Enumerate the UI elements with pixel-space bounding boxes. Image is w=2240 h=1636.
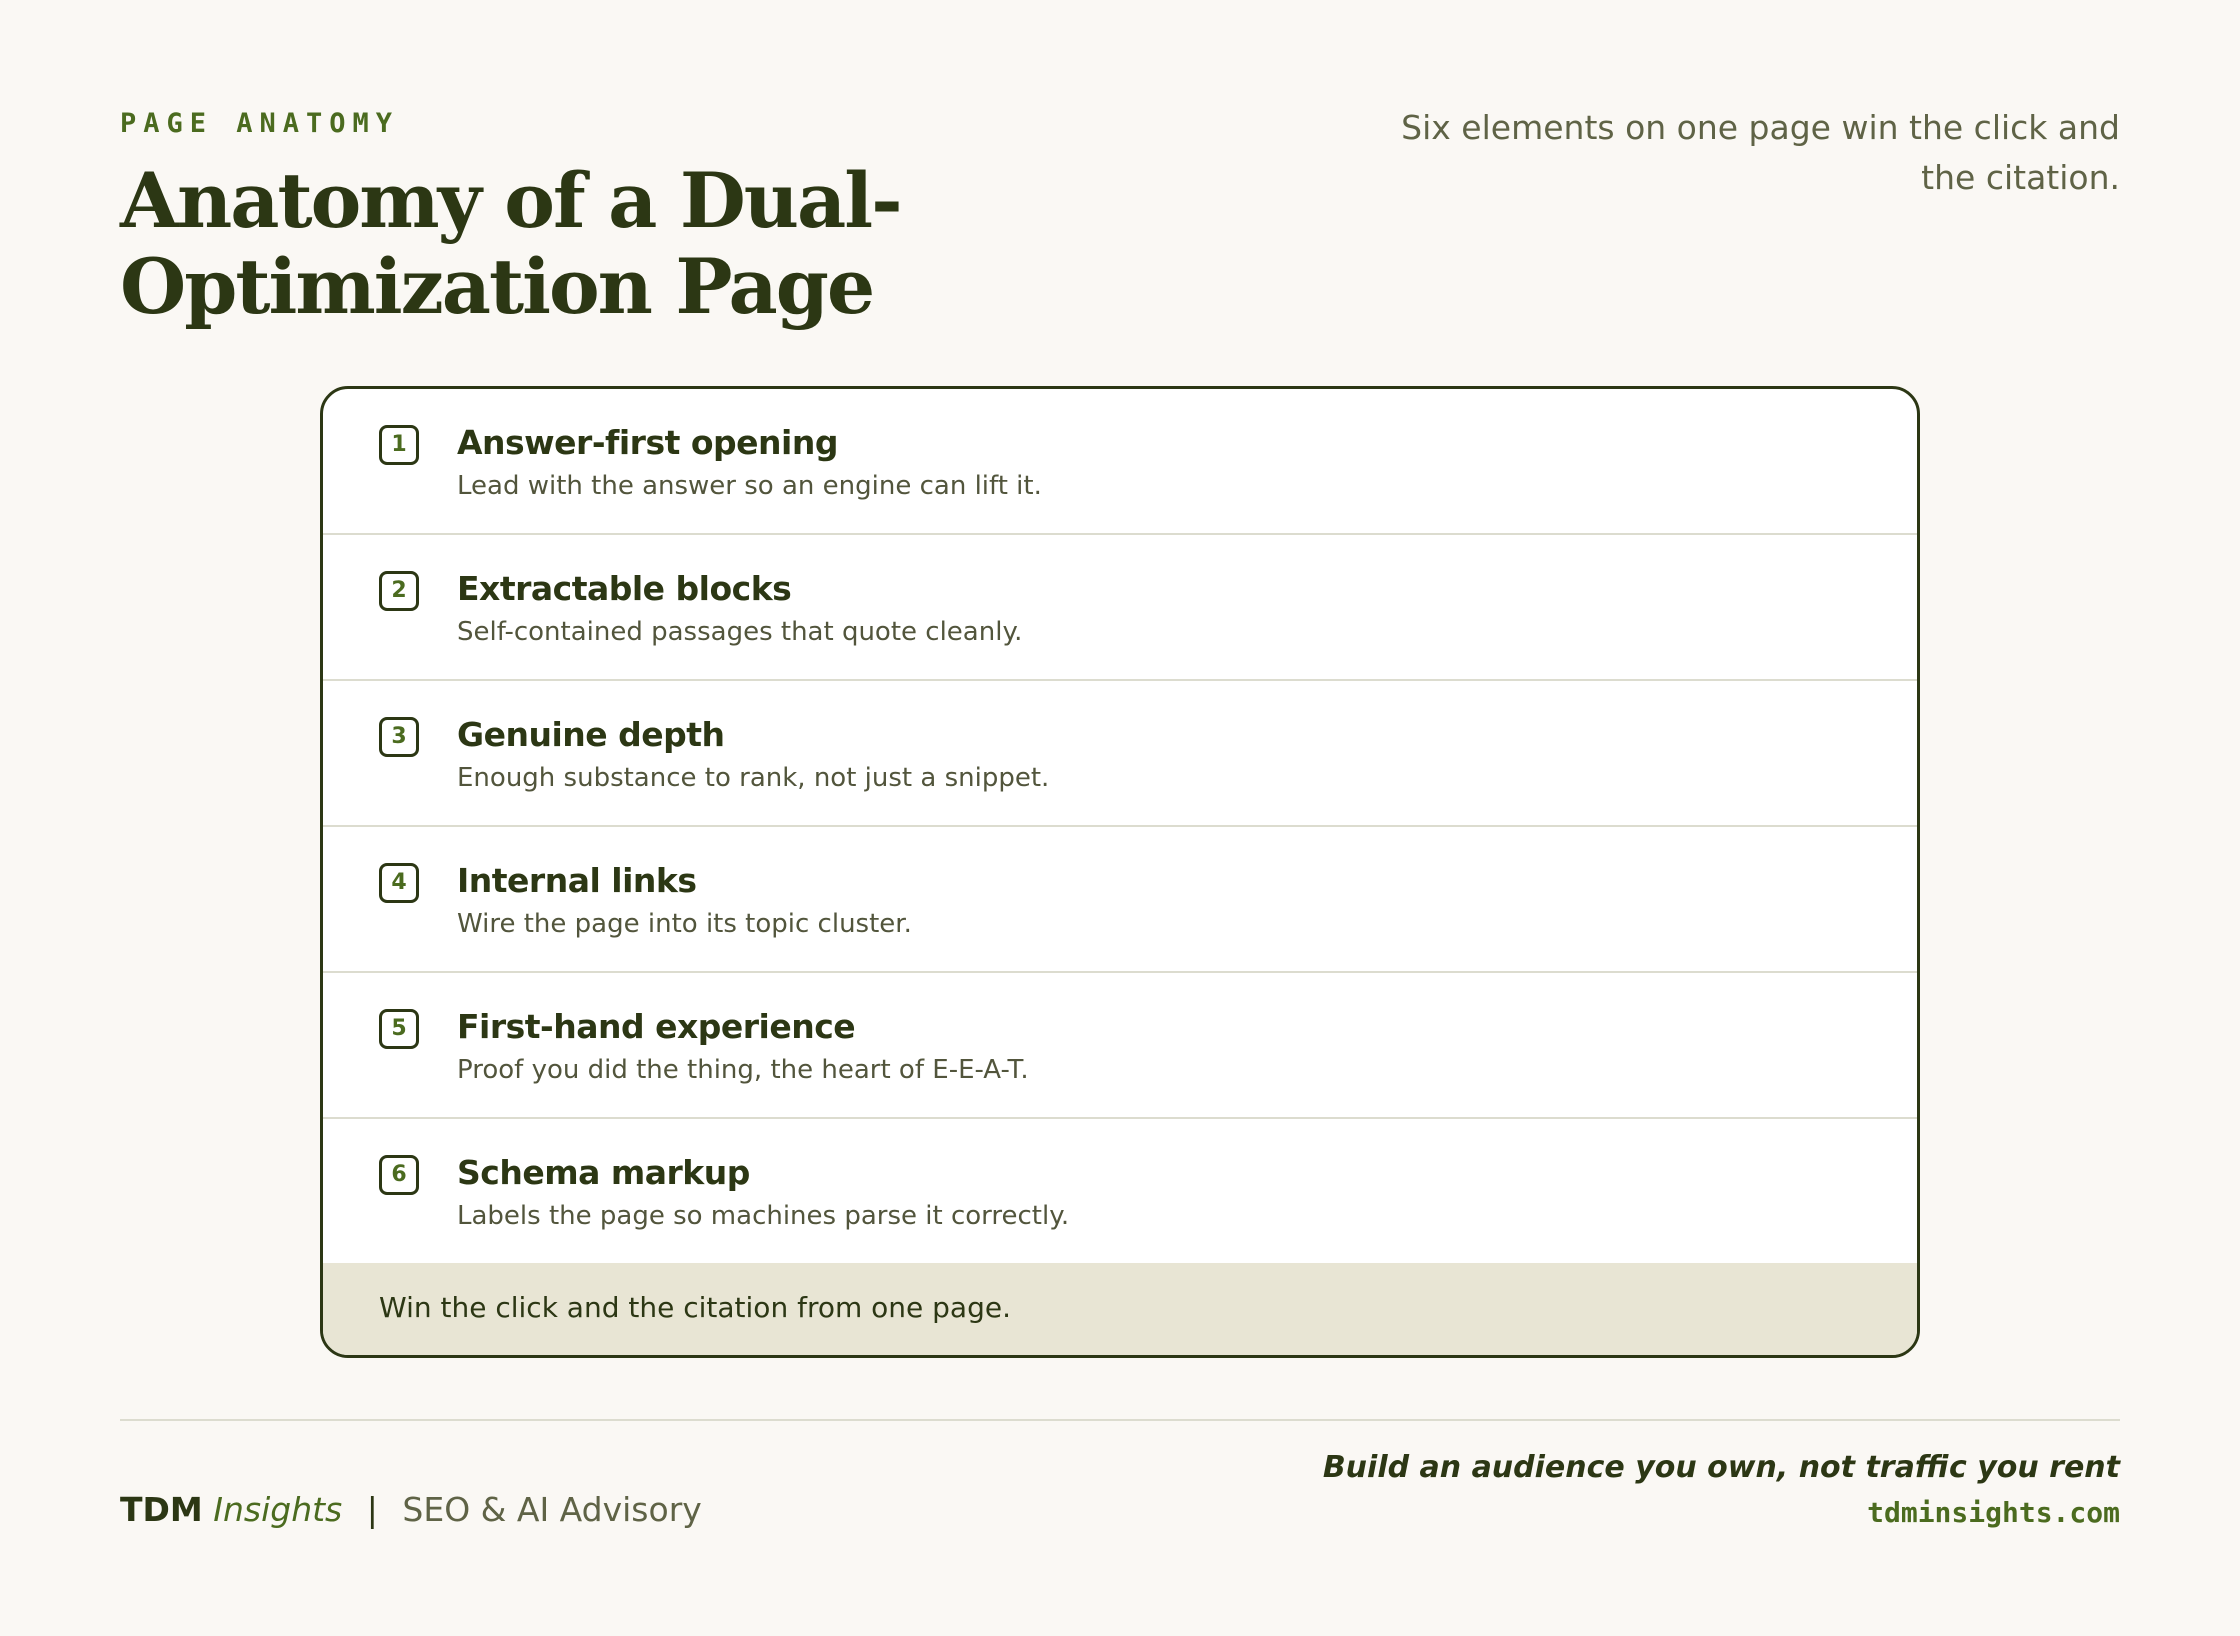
item-title: Genuine depth	[457, 715, 725, 754]
brand-name-accent: Insights	[213, 1490, 343, 1529]
item-title: Internal links	[457, 861, 697, 900]
item-description: Self-contained passages that quote cleanly.	[457, 617, 1023, 647]
footer-url[interactable]: tdminsights.com	[1867, 1496, 2120, 1529]
item-description: Enough substance to rank, not just a snippet.	[457, 763, 1050, 793]
item-title: Extractable blocks	[457, 569, 792, 608]
item-description: Proof you did the thing, the heart of E-E-A-T.	[457, 1055, 1029, 1085]
item-number-badge: 5	[379, 1009, 419, 1049]
item-title: First-hand experience	[457, 1007, 856, 1046]
brand-lockup	[120, 1490, 702, 1529]
list-item	[323, 389, 1917, 535]
card-summary-band	[323, 1263, 1917, 1355]
list-item	[323, 1119, 1917, 1265]
list-item	[323, 535, 1917, 681]
item-description: Wire the page into its topic cluster.	[457, 909, 912, 939]
item-number-badge: 4	[379, 863, 419, 903]
item-number-badge: 1	[379, 425, 419, 465]
brand-tagline: SEO & AI Advisory	[402, 1490, 702, 1529]
item-number-badge: 6	[379, 1155, 419, 1195]
item-title: Answer-first opening	[457, 423, 838, 462]
brand-separator: |	[366, 1490, 378, 1529]
list-item	[323, 827, 1917, 973]
page-subtitle: Six elements on one page win the click and the citation.	[1401, 108, 2120, 197]
list-item	[323, 681, 1917, 827]
page-title: Anatomy of a Dual-Optimization Page	[120, 156, 901, 331]
item-description: Labels the page so machines parse it correctly.	[457, 1201, 1070, 1231]
item-number-badge: 2	[379, 571, 419, 611]
footer-tagline: Build an audience you own, not traffic you rent	[1322, 1450, 2120, 1485]
card-summary-text: Win the click and the citation from one page.	[379, 1291, 1011, 1324]
anatomy-card	[320, 386, 1920, 1358]
list-item	[323, 973, 1917, 1119]
eyebrow-label: PAGE ANATOMY	[120, 108, 400, 139]
brand-name: TDM	[120, 1490, 203, 1529]
item-description: Lead with the answer so an engine can lift it.	[457, 471, 1042, 501]
footer-divider	[120, 1419, 2120, 1421]
item-title: Schema markup	[457, 1153, 750, 1192]
item-number-badge: 3	[379, 717, 419, 757]
